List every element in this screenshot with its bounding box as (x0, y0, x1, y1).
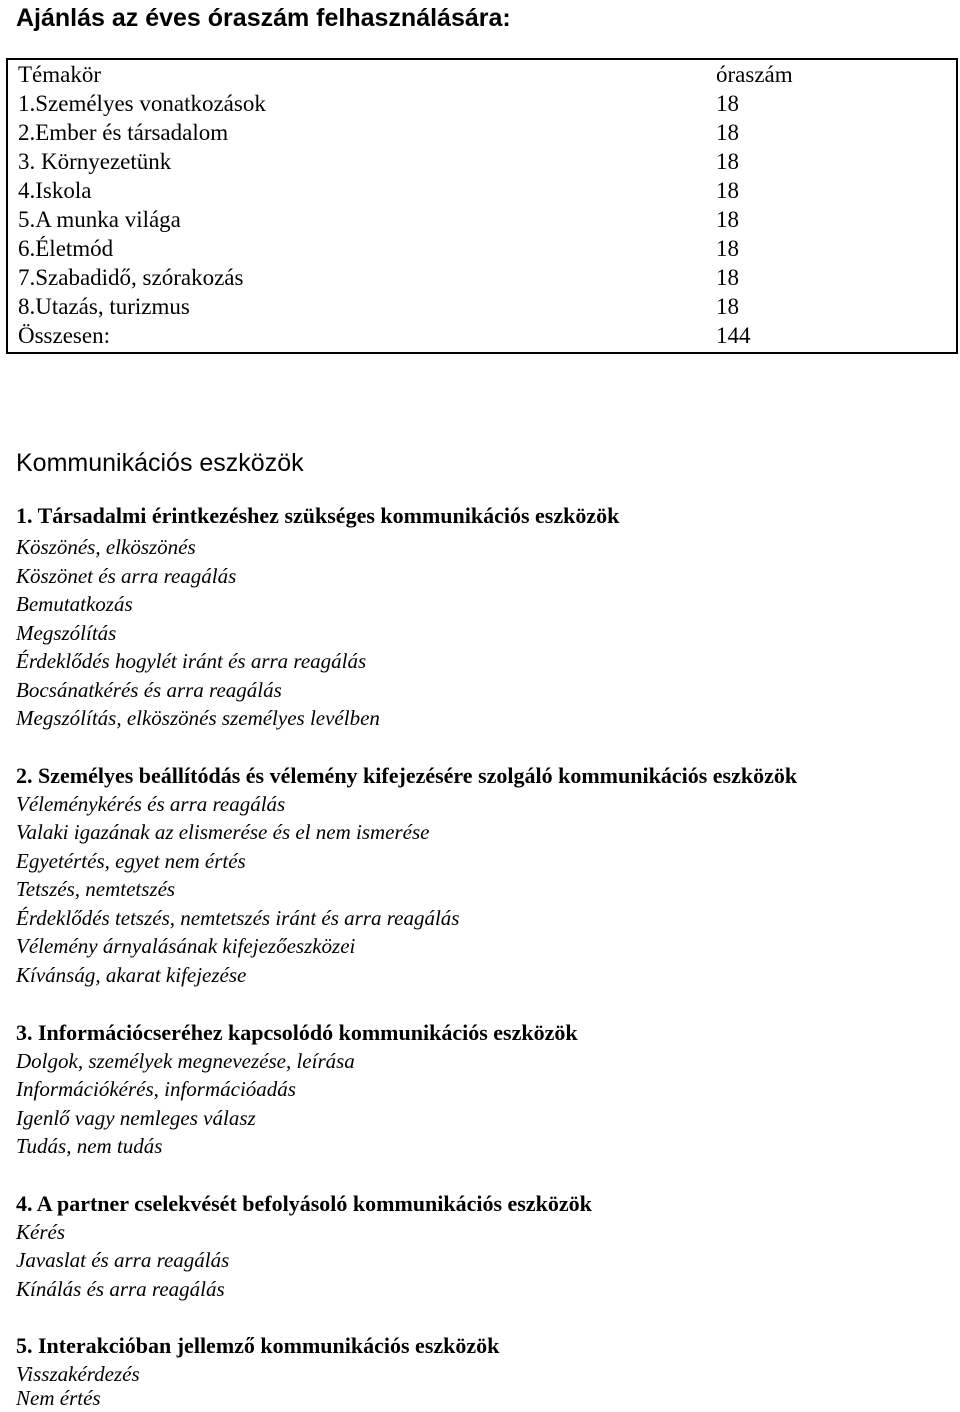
list-item: Tetszés, nemtetszés (16, 877, 176, 901)
table-row (8, 234, 956, 263)
row-topic: 1.Személyes vonatkozások (18, 91, 266, 116)
row-hours: 18 (716, 207, 739, 232)
table-row (8, 205, 956, 234)
row-hours: 18 (716, 120, 739, 145)
table-row (8, 89, 956, 118)
page-title: Ajánlás az éves óraszám felhasználására: (16, 4, 511, 32)
list-item: Egyetértés, egyet nem értés (16, 849, 246, 873)
list-item: Tudás, nem tudás (16, 1134, 163, 1158)
communication-section-title: Kommunikációs eszközök (16, 449, 304, 477)
hours-table-total (8, 321, 956, 350)
list-item: Információkérés, információadás (16, 1077, 296, 1101)
table-row (8, 176, 956, 205)
row-topic: 3. Környezetünk (18, 149, 172, 174)
list-item: Megszólítás (16, 621, 117, 645)
list-item: Kínálás és arra reagálás (16, 1277, 225, 1301)
list-item: Dolgok, személyek megnevezése, leírása (16, 1049, 355, 1073)
row-hours: 18 (716, 91, 739, 116)
list-item: Köszönés, elköszönés (16, 535, 196, 559)
row-hours: 18 (716, 178, 739, 203)
row-topic: 7.Szabadidő, szórakozás (18, 265, 244, 290)
list-item: Bocsánatkérés és arra reagálás (16, 678, 282, 702)
table-row (8, 292, 956, 321)
row-topic: 6.Életmód (18, 236, 114, 261)
row-hours: 18 (716, 265, 739, 290)
list-item: Igenlő vagy nemleges válasz (16, 1106, 256, 1130)
table-row (8, 147, 956, 176)
list-item: Érdeklődés hogylét iránt és arra reagálás (16, 649, 367, 673)
hours-table-header (8, 60, 956, 89)
table-row (8, 118, 956, 147)
list-item: Kívánság, akarat kifejezése (16, 963, 247, 987)
list-item: Javaslat és arra reagálás (16, 1248, 230, 1272)
list-item: Visszakérdezés (16, 1362, 140, 1386)
group-heading: 5. Interakcióban jellemző kommunikációs eszközök (16, 1333, 500, 1358)
total-hours: 144 (716, 323, 751, 348)
list-item: Érdeklődés tetszés, nemtetszés iránt és arra reagálás (16, 906, 460, 930)
row-topic: 5.A munka világa (18, 207, 181, 232)
row-hours: 18 (716, 294, 739, 319)
group-heading: 3. Információcseréhez kapcsolódó kommunikációs eszközök (16, 1020, 578, 1045)
list-item: Vélemény árnyalásának kifejezőeszközei (16, 934, 356, 958)
total-label: Összesen: (18, 323, 110, 348)
list-item: Nem értés (16, 1386, 101, 1410)
list-item: Véleménykérés és arra reagálás (16, 792, 286, 816)
group-heading: 2. Személyes beállítódás és vélemény kifejezésére szolgáló kommunikációs eszközök (16, 763, 798, 788)
group-heading: 1. Társadalmi érintkezéshez szükséges kommunikációs eszközök (16, 503, 620, 528)
header-hours: óraszám (716, 62, 793, 87)
row-topic: 8.Utazás, turizmus (18, 294, 190, 319)
list-item: Köszönet és arra reagálás (16, 564, 237, 588)
row-hours: 18 (716, 236, 739, 261)
group-heading: 4. A partner cselekvését befolyásoló kommunikációs eszközök (16, 1191, 592, 1216)
row-hours: 18 (716, 149, 739, 174)
hours-table (6, 58, 958, 354)
list-item: Kérés (16, 1220, 65, 1244)
row-topic: 2.Ember és társadalom (18, 120, 229, 145)
row-topic: 4.Iskola (18, 178, 92, 203)
list-item: Valaki igazának az elismerése és el nem ismerése (16, 820, 430, 844)
list-item: Megszólítás, elköszönés személyes levélben (16, 706, 380, 730)
table-row (8, 263, 956, 292)
header-topic: Témakör (18, 62, 102, 87)
list-item: Bemutatkozás (16, 592, 133, 616)
